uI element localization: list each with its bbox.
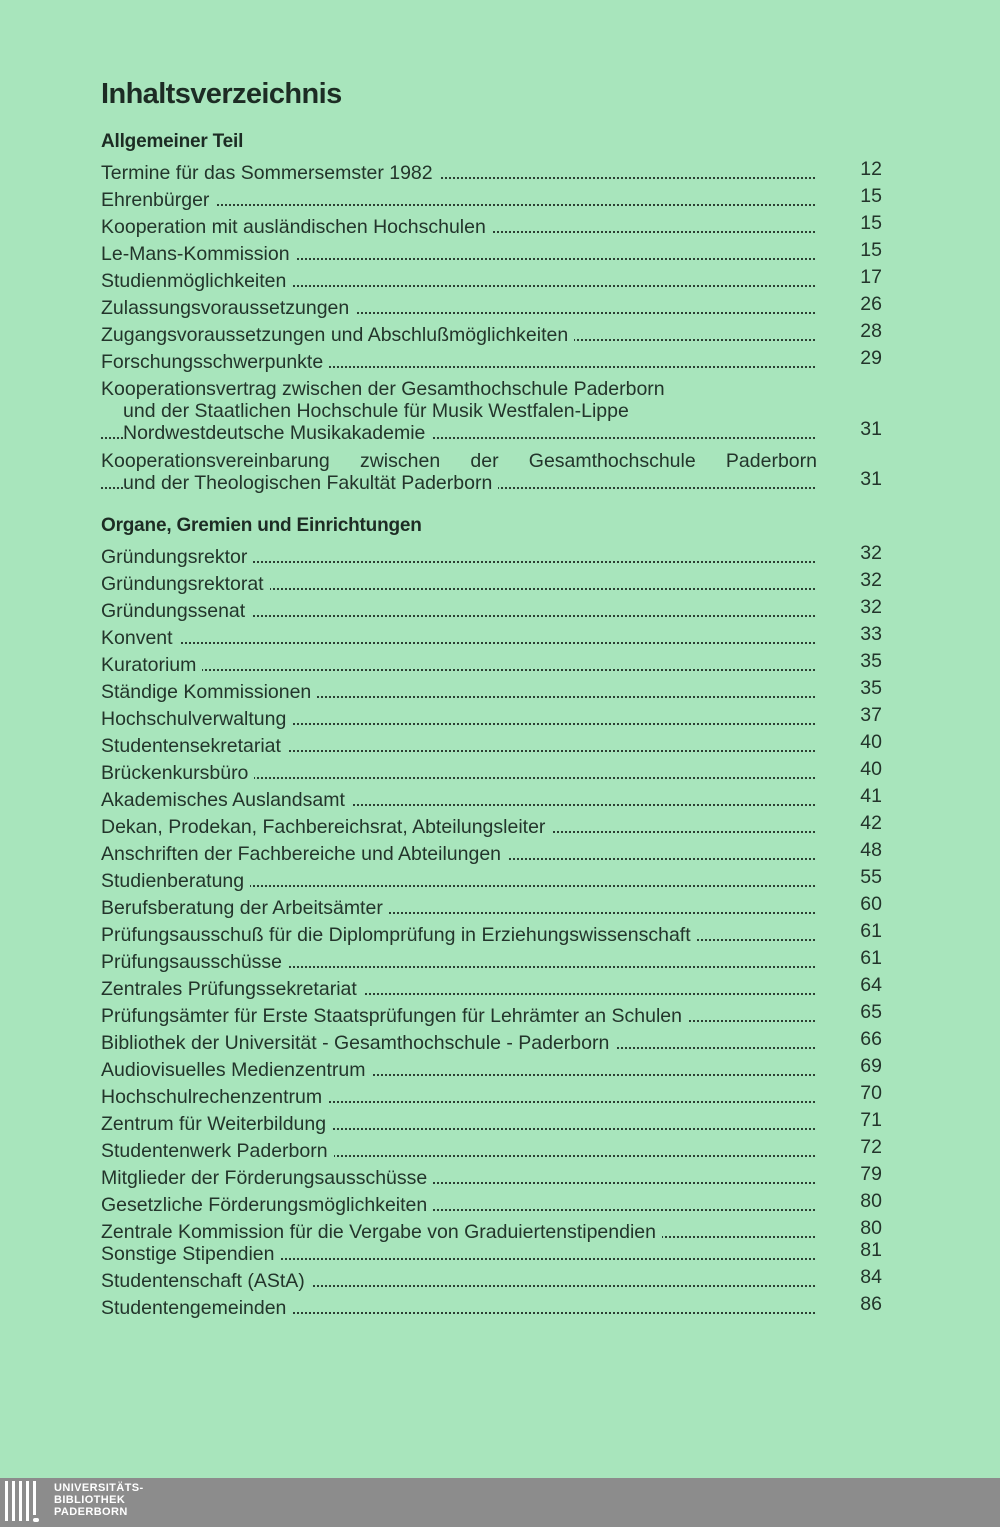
toc-entry-label — [101, 600, 817, 622]
toc-page-number: 26 — [860, 293, 882, 315]
toc-entry — [101, 185, 882, 211]
toc-entry — [101, 1136, 882, 1162]
toc-entry-label — [101, 324, 817, 346]
toc-page-number: 17 — [860, 266, 882, 288]
toc-entry-text: Zentrales Prüfungssekretariat — [101, 978, 363, 1000]
toc-entry — [101, 1028, 882, 1054]
toc-entry-label — [101, 297, 817, 319]
toc-entry-label — [101, 400, 839, 422]
toc-page-number: 32 — [860, 569, 882, 591]
toc-page-number: 61 — [860, 920, 882, 942]
toc-entry — [101, 450, 882, 472]
toc-entry — [101, 320, 882, 346]
toc-entry-text: Zentrale Kommission für die Vergabe von Graduiertenstipendien — [101, 1221, 662, 1243]
toc-entry-text: Le-Mans-Kommission — [101, 243, 296, 265]
toc-entry-label — [101, 450, 817, 472]
toc-entry — [101, 266, 882, 292]
toc-entry-text: Termine für das Sommersemster 1982 — [101, 162, 439, 184]
toc-entry — [101, 400, 882, 422]
toc-entry — [101, 1109, 882, 1135]
toc-entry-text: Audiovisuelles Medienzentrum — [101, 1059, 371, 1081]
toc-entry-label — [101, 951, 817, 973]
toc-entry-label — [101, 1243, 817, 1265]
toc-entry-text: Studentenwerk Paderborn — [101, 1140, 334, 1162]
toc-page-number: 69 — [860, 1055, 882, 1077]
toc-entry-label — [101, 270, 817, 292]
section-heading: Organe, Gremien und Einrichtungen — [101, 515, 422, 536]
toc-entry-label — [101, 870, 817, 892]
toc-entry — [101, 293, 882, 319]
toc-entry-label — [101, 1059, 817, 1081]
toc-entry — [101, 731, 882, 757]
toc-entry-text: Prüfungsausschuß für die Diplomprüfung in Erziehungswissenschaft — [101, 924, 697, 946]
toc-page-number: 28 — [860, 320, 882, 342]
toc-page-number: 61 — [860, 947, 882, 969]
toc-entry-text: Dekan, Prodekan, Fachbereichsrat, Abteilungsleiter — [101, 816, 551, 838]
toc-entry — [101, 812, 882, 838]
toc-entry-text: Studentenschaft (AStA) — [101, 1270, 311, 1292]
toc-entry-text: Forschungsschwerpunkte — [101, 351, 329, 373]
toc-entry — [101, 212, 882, 238]
toc-entry — [101, 1217, 882, 1243]
toc-entry-text: Zulassungsvoraussetzungen — [101, 297, 355, 319]
toc-entry-label — [101, 546, 817, 568]
toc-entry — [101, 418, 882, 444]
toc-entry-label — [101, 816, 817, 838]
toc-page-number: 71 — [860, 1109, 882, 1131]
toc-page-number: 55 — [860, 866, 882, 888]
toc-entry-label — [101, 351, 817, 373]
toc-entry — [101, 347, 882, 373]
toc-entry-text: Kooperationsvereinbarung zwischen der Gesamthochschule Paderborn — [101, 450, 817, 472]
toc-entry — [101, 677, 882, 703]
toc-page-number: 15 — [860, 185, 882, 207]
toc-page-number: 80 — [860, 1217, 882, 1239]
toc-entry-label — [101, 789, 817, 811]
toc-page-number: 32 — [860, 596, 882, 618]
toc-entry — [101, 596, 882, 622]
library-logo-icon — [5, 1481, 45, 1523]
toc-page-number: 12 — [860, 158, 882, 180]
toc-entry-label — [101, 1270, 817, 1292]
toc-entry-label — [101, 897, 817, 919]
toc-page-number: 86 — [860, 1293, 882, 1315]
toc-entry-label — [101, 573, 817, 595]
toc-entry-text: Prüfungsämter für Erste Staatsprüfungen für Lehrämter an Schulen — [101, 1005, 688, 1027]
toc-page-number: 29 — [860, 347, 882, 369]
toc-entry-text: Konvent — [101, 627, 179, 649]
toc-entry-text: Nordwestdeutsche Musikakademie — [123, 422, 431, 444]
toc-page-number: 48 — [860, 839, 882, 861]
toc-entry — [101, 704, 882, 730]
toc-entry-text: Studentengemeinden — [101, 1297, 292, 1319]
toc-entry-text: Sonstige Stipendien — [101, 1243, 280, 1265]
toc-entry-text: und der Staatlichen Hochschule für Musik Westfalen-Lippe — [123, 400, 635, 422]
toc-entry-label — [101, 1167, 817, 1189]
toc-entry — [101, 866, 882, 892]
page-title: Inhaltsverzeichnis — [101, 78, 342, 110]
toc-entry — [101, 1082, 882, 1108]
toc-page-number: 40 — [860, 731, 882, 753]
toc-page-number: 41 — [860, 785, 882, 807]
toc-entry-text: Berufsberatung der Arbeitsämter — [101, 897, 389, 919]
toc-entry-text: Bibliothek der Universität - Gesamthochschule - Paderborn — [101, 1032, 615, 1054]
toc-page-number: 60 — [860, 893, 882, 915]
toc-entry-text: Mitglieder der Förderungsausschüsse — [101, 1167, 433, 1189]
toc-entry-text: Akademisches Auslandsamt — [101, 789, 351, 811]
toc-entry — [101, 1190, 882, 1216]
toc-entry-label — [101, 1297, 817, 1319]
toc-entry-text: Zugangsvoraussetzungen und Abschlußmöglichkeiten — [101, 324, 574, 346]
toc-entry — [101, 623, 882, 649]
toc-entry-label — [101, 1194, 817, 1216]
toc-entry-text: Studienmöglichkeiten — [101, 270, 292, 292]
toc-entry — [101, 1266, 882, 1292]
toc-entry-text: Gründungssenat — [101, 600, 251, 622]
toc-entry-text: Hochschulverwaltung — [101, 708, 292, 730]
toc-entry-label — [101, 422, 839, 444]
toc-entry-text: Prüfungsausschüsse — [101, 951, 288, 973]
toc-entry — [101, 468, 882, 494]
toc-entry-label — [101, 1032, 817, 1054]
toc-entry-text: Ständige Kommissionen — [101, 681, 317, 703]
library-name-line: PADERBORN — [54, 1506, 128, 1518]
toc-entry — [101, 1001, 882, 1027]
toc-entry-label — [101, 735, 817, 757]
toc-entry-label — [101, 708, 817, 730]
toc-entry-text: Gründungsrektorat — [101, 573, 270, 595]
toc-entry-text: Studentensekretariat — [101, 735, 287, 757]
toc-entry-label — [101, 1086, 817, 1108]
toc-page-number: 70 — [860, 1082, 882, 1104]
toc-page-number: 42 — [860, 812, 882, 834]
toc-entry-text: Brückenkursbüro — [101, 762, 254, 784]
toc-page-number: 40 — [860, 758, 882, 780]
toc-entry — [101, 758, 882, 784]
toc-entry-label — [101, 924, 817, 946]
toc-page-number: 65 — [860, 1001, 882, 1023]
toc-page-number: 33 — [860, 623, 882, 645]
toc-page-number: 15 — [860, 212, 882, 234]
toc-entry-label — [101, 216, 817, 238]
toc-page-number: 79 — [860, 1163, 882, 1185]
toc-entry-text: Zentrum für Weiterbildung — [101, 1113, 332, 1135]
toc-entry — [101, 239, 882, 265]
toc-entry-label — [101, 627, 817, 649]
toc-page-number: 72 — [860, 1136, 882, 1158]
toc-entry — [101, 1055, 882, 1081]
toc-entry-label — [101, 162, 817, 184]
toc-entry — [101, 569, 882, 595]
section-heading: Allgemeiner Teil — [101, 131, 244, 152]
toc-page-number: 31 — [860, 468, 882, 490]
toc-entry-label — [101, 681, 817, 703]
toc-entry-text: und der Theologischen Fakultät Paderborn — [123, 472, 498, 494]
toc-entry — [101, 974, 882, 1000]
toc-entry-label — [101, 378, 817, 400]
toc-page-number: 64 — [860, 974, 882, 996]
toc-page-number: 81 — [860, 1239, 882, 1261]
toc-entry-label — [101, 243, 817, 265]
toc-page-number: 15 — [860, 239, 882, 261]
toc-entry — [101, 542, 882, 568]
toc-page-number: 37 — [860, 704, 882, 726]
toc-entry — [101, 785, 882, 811]
toc-entry-label — [101, 189, 817, 211]
toc-entry-label — [101, 472, 839, 494]
library-name-line: BIBLIOTHEK — [54, 1494, 126, 1506]
toc-entry-text: Kooperation mit ausländischen Hochschulen — [101, 216, 492, 238]
toc-entry — [101, 893, 882, 919]
toc-entry — [101, 1239, 882, 1265]
toc-page-number: 31 — [860, 418, 882, 440]
toc-entry-label — [101, 1140, 817, 1162]
toc-entry — [101, 650, 882, 676]
toc-entry — [101, 1163, 882, 1189]
toc-entry-label — [101, 978, 817, 1000]
toc-entry-label — [101, 1113, 817, 1135]
toc-entry-label — [101, 762, 817, 784]
toc-entry — [101, 378, 882, 400]
toc-entry-text: Gründungsrektor — [101, 546, 253, 568]
toc-page-number: 80 — [860, 1190, 882, 1212]
toc-page-number: 32 — [860, 542, 882, 564]
toc-entry — [101, 947, 882, 973]
toc-page-number: 35 — [860, 677, 882, 699]
library-name — [54, 1482, 144, 1518]
toc-entry — [101, 1293, 882, 1319]
toc-page-number: 35 — [860, 650, 882, 672]
toc-entry-label — [101, 843, 817, 865]
toc-entry-text: Hochschulrechenzentrum — [101, 1086, 328, 1108]
toc-entry — [101, 920, 882, 946]
library-name-line: UNIVERSITÄTS- — [54, 1482, 144, 1494]
library-footer — [0, 1478, 1000, 1527]
toc-entry-text: Kooperationsvertrag zwischen der Gesamthochschule Paderborn — [101, 378, 671, 400]
toc-entry-text: Studienberatung — [101, 870, 250, 892]
toc-entry-text: Kuratorium — [101, 654, 202, 676]
toc-page-number: 66 — [860, 1028, 882, 1050]
toc-page-number: 84 — [860, 1266, 882, 1288]
toc-entry-label — [101, 1221, 817, 1243]
toc-entry-label — [101, 654, 817, 676]
toc-entry-text: Ehrenbürger — [101, 189, 215, 211]
toc-entry-label — [101, 1005, 817, 1027]
toc-entry — [101, 839, 882, 865]
toc-entry-text: Anschriften der Fachbereiche und Abteilungen — [101, 843, 507, 865]
toc-entry-text: Gesetzliche Förderungsmöglichkeiten — [101, 1194, 433, 1216]
toc-entry — [101, 158, 882, 184]
